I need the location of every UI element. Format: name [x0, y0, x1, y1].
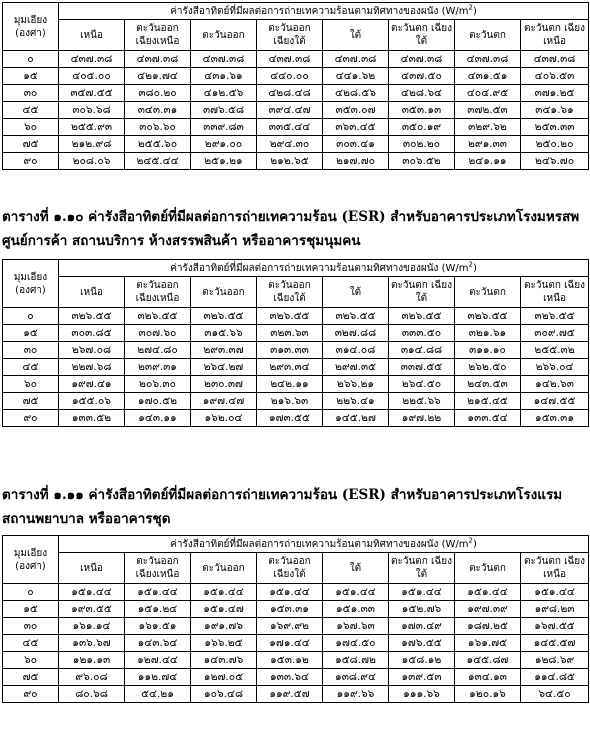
direction-header: ใต้: [323, 277, 389, 308]
value-cell: ๓๒๖.๕๕: [521, 308, 589, 325]
value-cell: ๑๓๙.๕๓: [389, 669, 455, 686]
value-cell: ๑๑๙.๕๗: [257, 686, 323, 703]
value-cell: ๑๕๑.๔๔: [521, 584, 589, 601]
value-cell: ๑๕๑.๔๗: [191, 601, 257, 618]
value-cell: ๓๓๕.๔๔: [257, 119, 323, 136]
value-cell: ๑๒๐.๑๖: [455, 686, 521, 703]
angle-cell: ๐: [3, 584, 59, 601]
value-cell: ๒๕๕.๓๒: [521, 342, 589, 359]
value-cell: ๓๒๖.๕๕: [455, 308, 521, 325]
direction-header: ตะวันออก เฉียงเหนือ: [125, 20, 191, 51]
value-cell: ๓๕๓.๐๗: [323, 102, 389, 119]
table-caption-1-10: [2, 205, 588, 253]
value-cell: ๔๓๗.๕๐: [389, 68, 455, 85]
table-row: [3, 102, 589, 119]
value-cell: ๑๔๕.๘๗: [455, 652, 521, 669]
value-cell: ๒๖๔.๒๗: [191, 359, 257, 376]
value-cell: ๓๐๗.๖๐: [125, 325, 191, 342]
value-cell: ๒๐๘.๐๖: [59, 153, 125, 170]
value-cell: ๓๐๖.๖๐: [125, 119, 191, 136]
value-cell: ๑๕๑.๔๔: [323, 584, 389, 601]
group-header-text: ค่ารังสีอาทิตย์ที่มีผลต่อการถ่ายเทความร้อนตามทิศทางของผนัง (W/m: [170, 5, 469, 17]
value-cell: ๒๔๑.๑๑: [455, 153, 521, 170]
value-cell: ๑๑๒.๗๔: [125, 669, 191, 686]
value-cell: ๑๘๗.๒๕: [455, 618, 521, 635]
table-caption-1-11: [2, 483, 588, 531]
direction-header: ตะวันออก: [191, 20, 257, 51]
angle-cell: ๗๕: [3, 136, 59, 153]
value-cell: ๑๗๓.๔๙: [389, 618, 455, 635]
angle-cell: ๓๐: [3, 85, 59, 102]
value-cell: ๑๕๑.๔๔: [389, 584, 455, 601]
table-row: [3, 635, 589, 652]
value-cell: ๓๑๓.๓๓: [257, 342, 323, 359]
angle-header: มุมเอียง (องศา): [3, 536, 59, 584]
value-cell: ๑๓๓.๕๒: [59, 410, 125, 427]
value-cell: ๑๔๕.๒๗: [323, 410, 389, 427]
value-cell: ๔๐๖.๕๓: [521, 68, 589, 85]
table-row: [3, 153, 589, 170]
value-cell: ๑๙๑.๗๖: [191, 618, 257, 635]
value-cell: ๔๒๘.๕๖: [323, 85, 389, 102]
value-cell: ๑๖๗.๕๕: [521, 618, 589, 635]
value-cell: ๓๑๑.๑๐: [455, 342, 521, 359]
value-cell: ๔๓๗.๓๘: [389, 51, 455, 68]
direction-header: ใต้: [323, 553, 389, 584]
table-row: [3, 376, 589, 393]
value-cell: ๒๔๕.๔๔: [125, 153, 191, 170]
value-cell: ๓๒๖.๕๕: [389, 308, 455, 325]
value-cell: ๒๔๓.๕๓: [455, 376, 521, 393]
value-cell: ๑๐๖.๔๘: [191, 686, 257, 703]
value-cell: ๒๑๖.๖๓: [257, 393, 323, 410]
value-cell: ๑๕๑.๔๔: [191, 584, 257, 601]
angle-cell: ๔๕: [3, 102, 59, 119]
value-cell: ๑๕๑.๔๔: [59, 584, 125, 601]
value-cell: ๑๖๑.๕๑: [125, 618, 191, 635]
value-cell: ๑๕๓.๑๒: [257, 652, 323, 669]
direction-header: ตะวันออก: [191, 277, 257, 308]
esr-table-3: [2, 535, 589, 703]
direction-header: ตะวันตก เฉียงใต้: [389, 20, 455, 51]
value-cell: ๑๔๒.๖๓: [521, 376, 589, 393]
value-cell: ๓๕๗.๕๕: [59, 85, 125, 102]
value-cell: ๓๐๖.๕๒: [389, 153, 455, 170]
value-cell: ๑๑๔.๘๕: [521, 669, 589, 686]
value-cell: ๑๗๐.๕๒: [125, 393, 191, 410]
angle-header: มุมเอียง (องศา): [3, 260, 59, 308]
value-cell: ๓๒๑.๖๑: [455, 325, 521, 342]
angle-cell: ๗๕: [3, 393, 59, 410]
value-cell: ๑๕๕.๐๖: [59, 393, 125, 410]
angle-cell: ๓๐: [3, 618, 59, 635]
value-cell: ๑๗๓.๕๕: [257, 410, 323, 427]
value-cell: ๓๒๖.๕๕: [257, 308, 323, 325]
value-cell: ๒๙๑.๓๓: [455, 136, 521, 153]
value-cell: ๒๒๗.๖๘: [59, 359, 125, 376]
value-cell: ๓๓๙.๘๓: [191, 119, 257, 136]
value-cell: ๑๔๓.๖๔: [125, 635, 191, 652]
table-row: [3, 136, 589, 153]
value-cell: ๒๗๔.๘๐: [125, 342, 191, 359]
value-cell: ๔๐๕.๐๐: [59, 68, 125, 85]
direction-group-header: [59, 3, 589, 20]
caption-text: ตารางที่ ๑.๑๑ ค่ารังสีอาทิตย์ที่มีผลต่อการถ่ายเทความร้อน (ESR) สำหรับอาคารประเภทโรงแรม สถานพยาบาล หรืออาคารชุด: [2, 487, 563, 527]
direction-header: ตะวันออก เฉียงเหนือ: [125, 553, 191, 584]
value-cell: ๓๖๓.๔๕: [323, 119, 389, 136]
value-cell: ๒๖๖.๐๔: [521, 359, 589, 376]
group-header-close: ): [472, 262, 477, 274]
angle-cell: ๗๕: [3, 669, 59, 686]
value-cell: ๑๕๘.๗๒: [323, 652, 389, 669]
table-block-3: [2, 535, 588, 703]
value-cell: ๔๔๑.๖๒: [323, 68, 389, 85]
table-row: [3, 652, 589, 669]
value-cell: ๑๕๑.๔๔: [455, 584, 521, 601]
value-cell: ๒๑๕.๔๕: [455, 393, 521, 410]
table-row: [3, 393, 589, 410]
value-cell: ๒๔๖.๗๐: [521, 153, 589, 170]
value-cell: ๒๕๕.๙๓: [59, 119, 125, 136]
angle-cell: ๙๐: [3, 410, 59, 427]
table-block-2: [2, 259, 588, 427]
value-cell: ๓๐๓.๔๑: [323, 136, 389, 153]
value-cell: ๔๑๒.๕๖: [191, 85, 257, 102]
value-cell: ๓๙๔.๔๗: [257, 102, 323, 119]
angle-cell: ๐: [3, 308, 59, 325]
table-row: [3, 325, 589, 342]
group-header-text: ค่ารังสีอาทิตย์ที่มีผลต่อการถ่ายเทความร้อนตามทิศทางของผนัง (W/m: [170, 262, 469, 274]
table-row: [3, 68, 589, 85]
value-cell: ๓๒๗.๘๘: [323, 325, 389, 342]
value-cell: ๒๖๗.๐๘: [59, 342, 125, 359]
value-cell: ๒๐๖.๓๐: [125, 376, 191, 393]
value-cell: ๔๒๑.๗๔: [125, 68, 191, 85]
direction-header: ตะวันตก เฉียงเหนือ: [521, 277, 589, 308]
angle-header: มุมเอียง (องศา): [3, 3, 59, 51]
group-header-text: ค่ารังสีอาทิตย์ที่มีผลต่อการถ่ายเทความร้อนตามทิศทางของผนัง (W/m: [170, 538, 469, 550]
angle-cell: ๑๕: [3, 601, 59, 618]
value-cell: ๑๖๖.๒๕: [191, 635, 257, 652]
angle-cell: ๖๐: [3, 376, 59, 393]
value-cell: ๑๙๗.๒๒: [389, 410, 455, 427]
value-cell: ๖๔.๕๐: [521, 686, 589, 703]
value-cell: ๔๐๔.๙๕: [455, 85, 521, 102]
direction-header: ตะวันออก เฉียงใต้: [257, 20, 323, 51]
table-row: [3, 669, 589, 686]
table-block-1: [2, 2, 588, 170]
angle-cell: ๖๐: [3, 119, 59, 136]
table-row: [3, 410, 589, 427]
value-cell: ๒๙๑.๐๐: [191, 136, 257, 153]
value-cell: ๓๐๙.๗๕: [521, 325, 589, 342]
table-row: [3, 686, 589, 703]
value-cell: ๒๙๓.๓๗: [191, 342, 257, 359]
table-row: [3, 308, 589, 325]
value-cell: ๑๔๕.๕๗: [521, 635, 589, 652]
value-cell: ๔๔๐.๐๐: [257, 68, 323, 85]
direction-header: ตะวันตก เฉียงใต้: [389, 277, 455, 308]
value-cell: ๑๕๓.๓๑: [257, 601, 323, 618]
value-cell: ๑๔๓.๑๑: [125, 410, 191, 427]
value-cell: ๕๔.๒๑: [125, 686, 191, 703]
direction-header: ตะวันตก: [455, 20, 521, 51]
value-cell: ๒๒๕.๖๖: [389, 393, 455, 410]
value-cell: ๑๒๗.๐๕: [191, 669, 257, 686]
direction-header: เหนือ: [59, 20, 125, 51]
direction-header: ตะวันออก: [191, 553, 257, 584]
value-cell: ๓๗๑.๒๕: [521, 85, 589, 102]
value-cell: ๒๕๓.๓๓: [521, 119, 589, 136]
value-cell: ๓๔๑.๖๑: [521, 102, 589, 119]
value-cell: ๔๓๗.๓๘: [455, 51, 521, 68]
angle-cell: ๐: [3, 51, 59, 68]
value-cell: ๑๗๔.๕๐: [323, 635, 389, 652]
value-cell: ๙๖.๐๘: [59, 669, 125, 686]
value-cell: ๓๗๖.๕๘: [191, 102, 257, 119]
value-cell: ๒๖๖.๒๑: [323, 376, 389, 393]
table-row: [3, 85, 589, 102]
value-cell: ๓๓๗.๕๕: [389, 359, 455, 376]
angle-cell: ๔๕: [3, 359, 59, 376]
value-cell: ๓๘๐.๒๐: [125, 85, 191, 102]
value-cell: ๓๒๖.๕๕: [125, 308, 191, 325]
angle-cell: ๑๕: [3, 68, 59, 85]
value-cell: ๔๓๗.๓๘: [59, 51, 125, 68]
value-cell: ๒๖๒.๕๐: [455, 359, 521, 376]
value-cell: ๑๕๓.๓๑: [521, 410, 589, 427]
direction-header: ตะวันตก: [455, 277, 521, 308]
value-cell: ๔๓๗.๓๘: [191, 51, 257, 68]
angle-cell: ๑๕: [3, 325, 59, 342]
value-cell: ๓๐๖.๖๘: [59, 102, 125, 119]
table-row: [3, 119, 589, 136]
value-cell: ๑๗๖.๕๕: [389, 635, 455, 652]
value-cell: ๑๖๒.๐๔: [191, 410, 257, 427]
value-cell: ๑๔๗.๕๕: [521, 393, 589, 410]
value-cell: ๑๕๘.๑๒: [389, 652, 455, 669]
value-cell: ๑๓๓.๖๔: [257, 669, 323, 686]
value-cell: ๑๔๓.๗๖: [191, 652, 257, 669]
value-cell: ๑๒๘.๖๙: [521, 652, 589, 669]
caption-text: ตารางที่ ๑.๑๐ ค่ารังสีอาทิตย์ที่มีผลต่อการถ่ายเทความร้อน (ESR) สำหรับอาคารประเภทโรงมหรสพ ศูนย์การค้า สถานบริการ ห้างสรรพสินค้า หรืออาคารชุมนุมคน: [2, 209, 580, 249]
direction-header: ตะวันออก เฉียงเหนือ: [125, 277, 191, 308]
value-cell: ๑๕๑.๔๔: [257, 584, 323, 601]
value-cell: ๑๙๘.๒๓: [521, 601, 589, 618]
value-cell: ๘๐.๖๘: [59, 686, 125, 703]
table-row: [3, 51, 589, 68]
value-cell: ๓๑๔.๘๘: [389, 342, 455, 359]
value-cell: ๒๔๒.๑๑: [257, 376, 323, 393]
unit-superscript: 2: [468, 260, 473, 269]
table-row: [3, 618, 589, 635]
value-cell: ๑๗๑.๔๔: [257, 635, 323, 652]
direction-header: ตะวันตก เฉียงเหนือ: [521, 553, 589, 584]
value-cell: ๓๒๓.๖๓: [257, 325, 323, 342]
value-cell: ๑๙๗.๔๑: [59, 376, 125, 393]
esr-table-2: [2, 259, 589, 427]
group-header-close: ): [472, 538, 477, 550]
angle-cell: ๖๐: [3, 652, 59, 669]
value-cell: ๑๑๑.๖๖: [389, 686, 455, 703]
value-cell: ๑๓๘.๙๔: [323, 669, 389, 686]
value-cell: ๑๕๒.๗๖: [389, 601, 455, 618]
table-row: [3, 601, 589, 618]
group-header-close: ): [472, 5, 477, 17]
value-cell: ๑๓๖.๖๗: [59, 635, 125, 652]
value-cell: ๒๖๔.๕๐: [389, 376, 455, 393]
value-cell: ๒๓๙.๓๑: [125, 359, 191, 376]
value-cell: ๒๑๒.๖๕: [257, 153, 323, 170]
direction-header: ตะวันตก: [455, 553, 521, 584]
value-cell: ๑๖๙.๙๒: [257, 618, 323, 635]
value-cell: ๔๒๘.๔๘: [257, 85, 323, 102]
value-cell: ๔๓๗.๓๘: [257, 51, 323, 68]
esr-table-1: [2, 2, 589, 170]
direction-group-header: [59, 536, 589, 553]
direction-header: เหนือ: [59, 277, 125, 308]
value-cell: ๔๒๘.๖๔: [389, 85, 455, 102]
value-cell: ๔๓๑.๖๑: [191, 68, 257, 85]
value-cell: ๒๑๒.๙๘: [59, 136, 125, 153]
table-row: [3, 584, 589, 601]
value-cell: ๔๓๑.๕๑: [455, 68, 521, 85]
value-cell: ๓๔๓.๓๑: [125, 102, 191, 119]
direction-group-header: [59, 260, 589, 277]
value-cell: ๒๓๐.๓๗: [191, 376, 257, 393]
value-cell: ๒๙๔.๓๐: [257, 136, 323, 153]
value-cell: ๒๕๐.๒๐: [521, 136, 589, 153]
direction-header: ตะวันตก เฉียงใต้: [389, 553, 455, 584]
value-cell: ๑๕๑.๔๔: [125, 584, 191, 601]
value-cell: ๒๕๕.๖๐: [125, 136, 191, 153]
value-cell: ๓๐๓.๘๕: [59, 325, 125, 342]
value-cell: ๔๓๗.๓๘: [125, 51, 191, 68]
value-cell: ๑๖๑.๗๕: [455, 635, 521, 652]
value-cell: ๑๒๑.๑๓: [59, 652, 125, 669]
value-cell: ๔๓๗.๓๘: [521, 51, 589, 68]
value-cell: ๒๙๗.๓๕: [323, 359, 389, 376]
direction-header: ตะวันตก เฉียงเหนือ: [521, 20, 589, 51]
value-cell: ๓๒๖.๕๕: [323, 308, 389, 325]
value-cell: ๑๑๙.๖๖: [323, 686, 389, 703]
value-cell: ๓๒๖.๕๕: [59, 308, 125, 325]
angle-cell: ๙๐: [3, 686, 59, 703]
value-cell: ๓๓๓.๕๐: [389, 325, 455, 342]
value-cell: ๔๓๗.๓๘: [323, 51, 389, 68]
value-cell: ๓๒๖.๕๕: [191, 308, 257, 325]
value-cell: ๑๙๗.๔๗: [191, 393, 257, 410]
value-cell: ๑๓๓.๕๔: [455, 410, 521, 427]
value-cell: ๑๖๗.๖๓: [323, 618, 389, 635]
value-cell: ๑๖๑.๑๔: [59, 618, 125, 635]
value-cell: ๓๒๙.๖๒: [455, 119, 521, 136]
value-cell: ๓๗๒.๕๓: [455, 102, 521, 119]
direction-header: ใต้: [323, 20, 389, 51]
value-cell: ๓๐๒.๒๐: [389, 136, 455, 153]
value-cell: ๒๕๑.๒๑: [191, 153, 257, 170]
unit-superscript: 2: [468, 536, 473, 545]
angle-cell: ๓๐: [3, 342, 59, 359]
value-cell: ๑๓๔.๑๓: [455, 669, 521, 686]
direction-header: ตะวันออก เฉียงใต้: [257, 277, 323, 308]
value-cell: ๑๕๑.๓๓: [323, 601, 389, 618]
angle-cell: ๔๕: [3, 635, 59, 652]
value-cell: ๓๕๓.๑๓: [389, 102, 455, 119]
value-cell: ๑๙๗.๓๙: [455, 601, 521, 618]
unit-superscript: 2: [468, 3, 473, 12]
value-cell: ๒๑๗.๗๐: [323, 153, 389, 170]
table-row: [3, 359, 589, 376]
value-cell: ๓๑๕.๖๖: [191, 325, 257, 342]
value-cell: ๑๒๗.๔๔: [125, 652, 191, 669]
value-cell: ๓๕๐.๑๙: [389, 119, 455, 136]
direction-header: เหนือ: [59, 553, 125, 584]
value-cell: ๒๒๖.๔๑: [323, 393, 389, 410]
angle-cell: ๙๐: [3, 153, 59, 170]
value-cell: ๑๕๑.๒๔: [125, 601, 191, 618]
value-cell: ๑๙๓.๕๕: [59, 601, 125, 618]
direction-header: ตะวันออก เฉียงใต้: [257, 553, 323, 584]
table-row: [3, 342, 589, 359]
value-cell: ๒๙๓.๓๔: [257, 359, 323, 376]
value-cell: ๓๑๔.๐๘: [323, 342, 389, 359]
